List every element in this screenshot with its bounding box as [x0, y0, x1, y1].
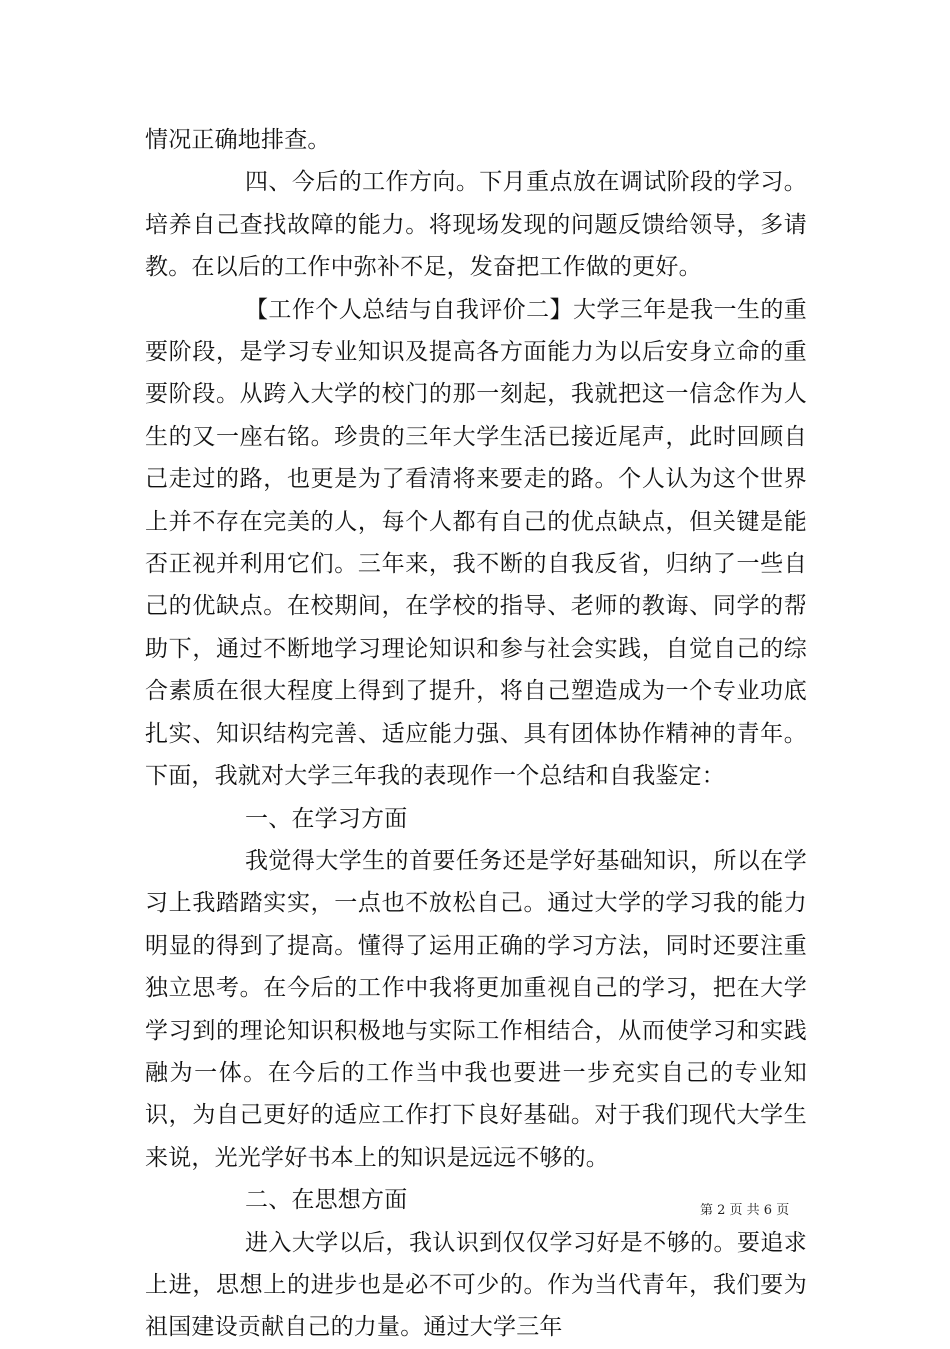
paragraph-continuation: 情况正确地排查。 — [145, 127, 331, 153]
page-number: 第 2 页 共 6 页 — [700, 1203, 790, 1218]
document-body — [145, 119, 807, 1349]
paragraph-thought: 进入大学以后，我认识到仅仅学习好是不够的。要追求上进，思想上的进步也是必不可少的。作为当代青年，我们要为祖国建设贡献自己的力量。通过大学三年 — [145, 1229, 807, 1341]
paragraph-summary-two: 【工作个人总结与自我评价二】大学三年是我一生的重要阶段，是学习专业知识及提高各方面能力为以后安身立命的重要阶段。从跨入大学的校门的那一刻起，我就把这一信念作为人生的又一座右铭。珍贵的三年大学生活已接近尾声，此时回顾自己走过的路，也更是为了看清将来要走的路。个人认为这个世界上并不存在完美的人，每个人都有自己的优点缺点，但关键是能否正视并利用它们。三年来，我不断的自我反省，归纳了一些自己的优缺点。在校期间，在学校的指导、老师的教诲、同学的帮助下，通过不断地学习理论知识和参与社会实践，自觉自己的综合素质在很大程度上得到了提升，将自己塑造成为一个专业功底扎实、知识结构完善、适应能力强、具有团体协作精神的青年。下面，我就对大学三年我的表现作一个总结和自我鉴定： — [145, 296, 807, 790]
paragraph-future-direction: 四、今后的工作方向。下月重点放在调试阶段的学习。培养自己查找故障的能力。将现场发现的问题反馈给领导，多请教。在以后的工作中弥补不足，发奋把工作做的更好。 — [145, 169, 807, 281]
paragraph-study: 我觉得大学生的首要任务还是学好基础知识，所以在学习上我踏踏实实，一点也不放松自己。通过大学的学习我的能力明显的得到了提高。懂得了运用正确的学习方法，同时还要注重独立思考。在今后的工作中我将更加重视自己的学习，把在大学学习到的理论知识积极地与实际工作相结合，从而使学习和实践融为一体。在今后的工作当中我也要进一步充实自己的专业知识，为自己更好的适应工作打下良好基础。对于我们现代大学生来说，光光学好书本上的知识是远远不够的。 — [145, 847, 807, 1171]
heading-study: 一、在学习方面 — [245, 805, 408, 832]
heading-thought: 二、在思想方面 — [245, 1187, 408, 1214]
